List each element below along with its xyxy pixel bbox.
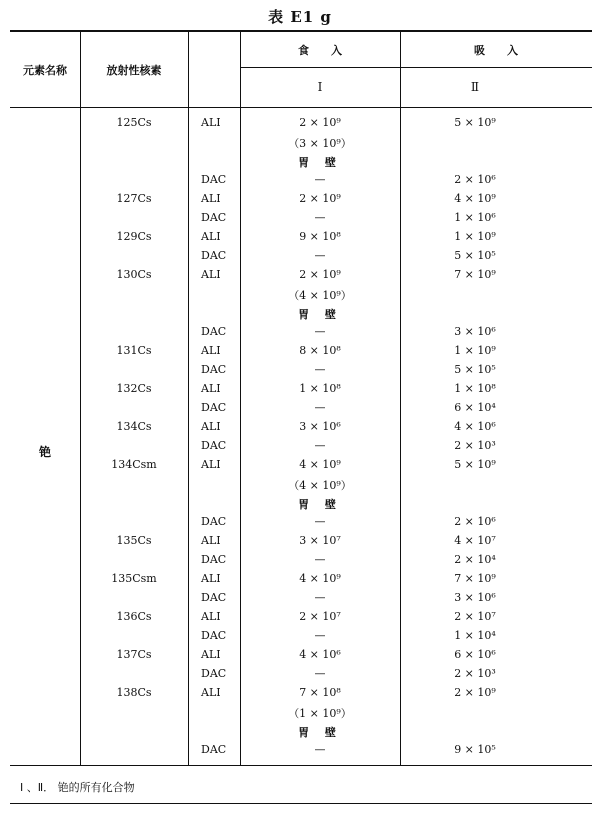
- ingestion-cell: —: [314, 325, 326, 338]
- nuclide-cell: 130Cs: [116, 268, 152, 281]
- nuclide-cell: 129Cs: [116, 230, 152, 243]
- nuclide-cell: 125Cs: [116, 116, 152, 129]
- limit-type-cell: ALI: [201, 648, 221, 661]
- ingestion-cell: 2 × 10⁷: [299, 610, 341, 623]
- organ-note-cell: 胃 壁: [298, 156, 342, 169]
- table-row: [0, 743, 600, 762]
- table-row: [0, 458, 600, 477]
- table-row: [0, 344, 600, 363]
- subheader-rule: [240, 67, 592, 68]
- table-row: [0, 268, 600, 287]
- inhalation-cell: 2 × 10⁹: [454, 686, 496, 699]
- table-row: [0, 515, 600, 534]
- element-name: 铯: [38, 445, 51, 459]
- ingestion-cell: —: [314, 743, 326, 756]
- inhalation-cell: 7 × 10⁹: [454, 572, 496, 585]
- limit-type-cell: DAC: [201, 439, 227, 452]
- inhalation-cell: 4 × 10⁹: [454, 192, 496, 205]
- ingestion-cell: 2 × 10⁹: [299, 192, 341, 205]
- nuclide-cell: 134Csm: [111, 458, 157, 471]
- nuclide-cell: 135Cs: [116, 534, 152, 547]
- inhalation-cell: 1 × 10⁹: [454, 344, 496, 357]
- ingestion-cell: 4 × 10⁹: [299, 458, 341, 471]
- header-col-1: I: [317, 80, 323, 94]
- limit-type-cell: ALI: [201, 420, 221, 433]
- inhalation-cell: 2 × 10⁴: [454, 553, 496, 566]
- limit-type-cell: DAC: [201, 667, 227, 680]
- limit-type-cell: ALI: [201, 230, 221, 243]
- inhalation-cell: 3 × 10⁶: [454, 591, 496, 604]
- table-row: [0, 667, 600, 686]
- page-bottom-rule: [10, 803, 592, 804]
- table-row: [0, 287, 600, 306]
- inhalation-cell: 5 × 10⁵: [454, 363, 496, 376]
- inhalation-cell: 6 × 10⁶: [454, 648, 496, 661]
- nuclide-cell: 136Cs: [116, 610, 152, 623]
- header-col-2: Ⅱ: [470, 80, 480, 94]
- inhalation-cell: 9 × 10⁵: [454, 743, 496, 756]
- ingestion-cell: 1 × 10⁸: [299, 382, 341, 395]
- ingestion-cell: —: [314, 363, 326, 376]
- inhalation-cell: 7 × 10⁹: [454, 268, 496, 281]
- table-row: [0, 306, 600, 325]
- ingestion-cell: —: [314, 401, 326, 414]
- ingestion-cell: （1 × 10⁹）: [288, 707, 352, 720]
- header-nuclide: 放射性核素: [106, 64, 162, 77]
- limit-type-cell: DAC: [201, 743, 227, 756]
- inhalation-cell: 4 × 10⁶: [454, 420, 496, 433]
- limit-type-cell: DAC: [201, 249, 227, 262]
- limit-type-cell: DAC: [201, 325, 227, 338]
- inhalation-cell: 2 × 10⁷: [454, 610, 496, 623]
- limit-type-cell: ALI: [201, 686, 221, 699]
- ingestion-cell: —: [314, 173, 326, 186]
- table-row: [0, 135, 600, 154]
- organ-note-cell: 胃 壁: [298, 498, 342, 511]
- ingestion-cell: —: [314, 249, 326, 262]
- limit-type-cell: ALI: [201, 268, 221, 281]
- table-row: [0, 382, 600, 401]
- table-row: [0, 553, 600, 572]
- table-row: [0, 705, 600, 724]
- inhalation-cell: 4 × 10⁷: [454, 534, 496, 547]
- header-inhalation: 吸 入: [474, 44, 518, 57]
- limit-type-cell: ALI: [201, 344, 221, 357]
- ingestion-cell: 3 × 10⁶: [299, 420, 341, 433]
- table-row: [0, 401, 600, 420]
- inhalation-cell: 1 × 10⁴: [454, 629, 496, 642]
- inhalation-cell: 6 × 10⁴: [454, 401, 496, 414]
- inhalation-cell: 3 × 10⁶: [454, 325, 496, 338]
- inhalation-cell: 5 × 10⁵: [454, 249, 496, 262]
- ingestion-cell: 7 × 10⁸: [299, 686, 341, 699]
- table-row: [0, 572, 600, 591]
- ingestion-cell: （4 × 10⁹）: [288, 289, 352, 302]
- limit-type-cell: ALI: [201, 382, 221, 395]
- table-row: [0, 439, 600, 458]
- table-row: [0, 724, 600, 743]
- ingestion-cell: 2 × 10⁹: [299, 268, 341, 281]
- table-row: [0, 591, 600, 610]
- limit-type-cell: DAC: [201, 629, 227, 642]
- table-row: [0, 192, 600, 211]
- organ-note-cell: 胃 壁: [298, 308, 342, 321]
- table-row: [0, 116, 600, 135]
- inhalation-cell: 5 × 10⁹: [454, 458, 496, 471]
- table-row: [0, 420, 600, 439]
- limit-type-cell: DAC: [201, 515, 227, 528]
- inhalation-cell: 5 × 10⁹: [454, 116, 496, 129]
- table-row: [0, 496, 600, 515]
- limit-type-cell: DAC: [201, 211, 227, 224]
- inhalation-cell: 2 × 10⁶: [454, 515, 496, 528]
- table-row: [0, 534, 600, 553]
- inhalation-cell: 1 × 10⁸: [454, 382, 496, 395]
- ingestion-cell: —: [314, 211, 326, 224]
- inhalation-cell: 2 × 10³: [454, 439, 496, 452]
- table-title: 表 E1 g: [268, 8, 332, 26]
- table-row: [0, 173, 600, 192]
- table-row: [0, 686, 600, 705]
- table-row: [0, 325, 600, 344]
- ingestion-cell: （4 × 10⁹）: [288, 479, 352, 492]
- ingestion-cell: 3 × 10⁷: [299, 534, 341, 547]
- ingestion-cell: 9 × 10⁸: [299, 230, 341, 243]
- inhalation-cell: 2 × 10⁶: [454, 173, 496, 186]
- ingestion-cell: 4 × 10⁹: [299, 572, 341, 585]
- header-element: 元素名称: [23, 64, 67, 77]
- nuclide-cell: 134Cs: [116, 420, 152, 433]
- ingestion-cell: —: [314, 667, 326, 680]
- nuclide-cell: 127Cs: [116, 192, 152, 205]
- ingestion-cell: —: [314, 553, 326, 566]
- ingestion-cell: —: [314, 629, 326, 642]
- ingestion-cell: 2 × 10⁹: [299, 116, 341, 129]
- header-bottom-rule: [10, 107, 592, 108]
- nuclide-cell: 137Cs: [116, 648, 152, 661]
- limit-type-cell: DAC: [201, 591, 227, 604]
- table-row: [0, 230, 600, 249]
- limit-type-cell: ALI: [201, 610, 221, 623]
- limit-type-cell: ALI: [201, 116, 221, 129]
- ingestion-cell: —: [314, 439, 326, 452]
- table-row: [0, 363, 600, 382]
- inhalation-cell: 1 × 10⁶: [454, 211, 496, 224]
- nuclide-cell: 131Cs: [116, 344, 152, 357]
- limit-type-cell: ALI: [201, 458, 221, 471]
- limit-type-cell: DAC: [201, 363, 227, 376]
- table-row: [0, 211, 600, 230]
- ingestion-cell: 8 × 10⁸: [299, 344, 341, 357]
- limit-type-cell: ALI: [201, 572, 221, 585]
- nuclide-cell: 135Csm: [111, 572, 157, 585]
- ingestion-cell: —: [314, 515, 326, 528]
- limit-type-cell: DAC: [201, 173, 227, 186]
- nuclide-cell: 138Cs: [116, 686, 152, 699]
- footnote: I 、Ⅱ． 铯的所有化合物: [20, 781, 135, 794]
- limit-type-cell: ALI: [201, 192, 221, 205]
- ingestion-cell: （3 × 10⁹）: [288, 137, 352, 150]
- limit-type-cell: DAC: [201, 553, 227, 566]
- table-row: [0, 610, 600, 629]
- table-row: [0, 249, 600, 268]
- limit-type-cell: DAC: [201, 401, 227, 414]
- header-ingestion: 食 入: [298, 44, 342, 57]
- organ-note-cell: 胃 壁: [298, 726, 342, 739]
- inhalation-cell: 2 × 10³: [454, 667, 496, 680]
- table-row: [0, 648, 600, 667]
- table-top-rule: [10, 30, 592, 32]
- limit-type-cell: ALI: [201, 534, 221, 547]
- ingestion-cell: 4 × 10⁶: [299, 648, 341, 661]
- ingestion-cell: —: [314, 591, 326, 604]
- table-bottom-rule: [10, 765, 592, 766]
- table-row: [0, 154, 600, 173]
- inhalation-cell: 1 × 10⁹: [454, 230, 496, 243]
- nuclide-cell: 132Cs: [116, 382, 152, 395]
- table-row: [0, 629, 600, 648]
- table-row: [0, 477, 600, 496]
